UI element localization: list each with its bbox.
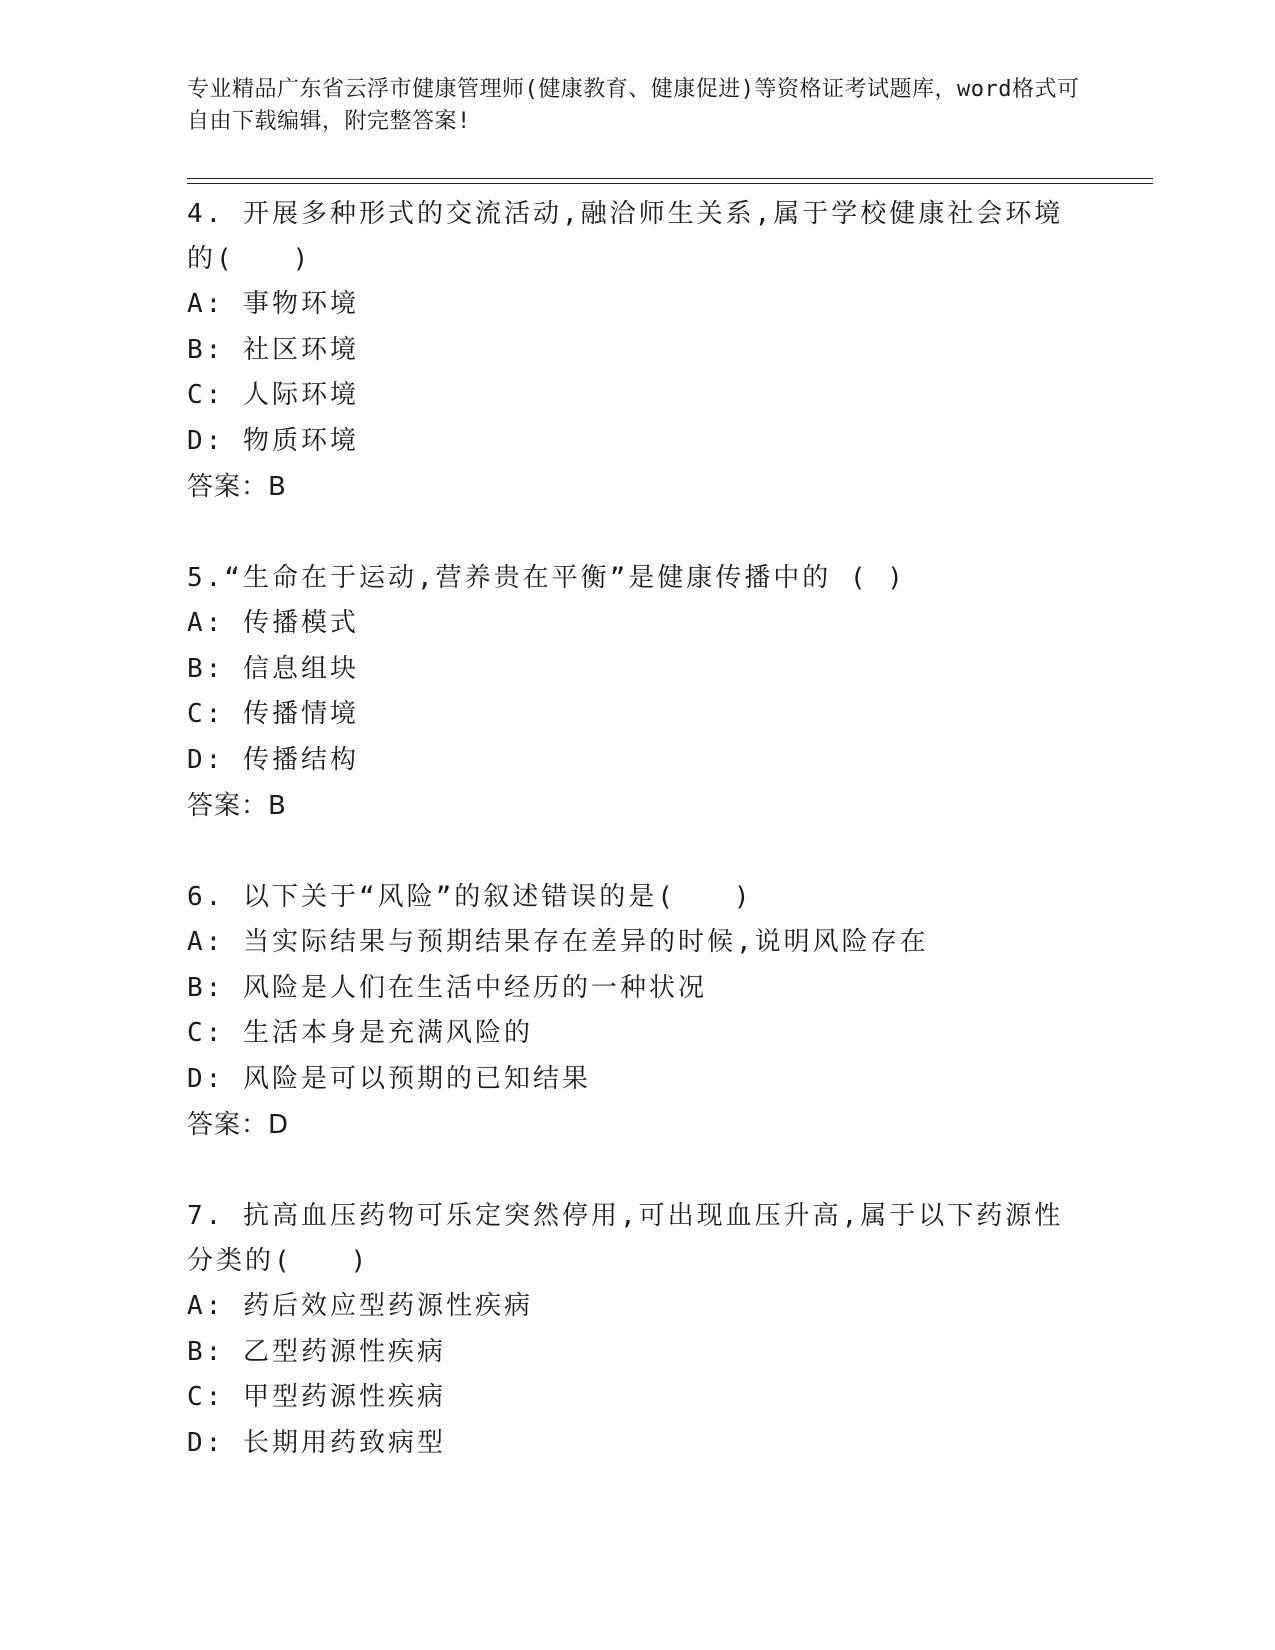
question-stem: 4. 开展多种形式的交流活动,融洽师生关系,属于学校健康社会环境的( ) [187,199,1064,274]
option-c: C: 甲型药源性疾病 [187,1382,446,1412]
document-header: 专业精品广东省云浮市健康管理师(健康教育、健康促进)等资格证考试题库，word格式可自由下载编辑，附完整答案! [187,77,1080,134]
option-b: B: 社区环境 [187,334,359,365]
option-c: C: 传播情境 [187,699,359,729]
answer: 答案：B [187,472,287,502]
question-7 [187,1194,1087,1466]
option-d: D: 风险是可以预期的已知结果 [187,1063,591,1094]
header-divider-bottom [187,183,1153,184]
option-b: B: 风险是人们在生活中经历的一种状况 [187,972,707,1003]
option-c: C: 人际环境 [187,380,359,410]
header-divider-top [187,178,1153,179]
question-stem: 6. 以下关于“风险”的叙述错误的是( ) [187,882,753,912]
option-b: B: 乙型药源性疾病 [187,1336,446,1367]
option-d: D: 物质环境 [187,425,359,456]
answer: 答案：D [187,1110,290,1140]
option-d: D: 长期用药致病型 [187,1427,446,1458]
option-b: B: 信息组块 [187,653,359,684]
answer: 答案：B [187,791,287,821]
question-6 [187,875,1087,1148]
question-stem: 5.“生命在于运动,营养贵在平衡”是健康传播中的 ( ) [187,563,906,593]
option-a: A: 传播模式 [187,608,359,638]
option-a: A: 药后效应型药源性疾病 [187,1291,533,1321]
option-c: C: 生活本身是充满风险的 [187,1018,533,1048]
question-4 [187,192,1087,510]
question-5 [187,556,1087,829]
option-a: A: 当实际结果与预期结果存在差异的时候,说明风险存在 [187,927,929,957]
question-list [187,192,1087,1512]
option-a: A: 事物环境 [187,289,359,319]
option-d: D: 传播结构 [187,744,359,775]
question-stem: 7. 抗高血压药物可乐定突然停用,可出现血压升高,属于以下药源性分类的( ) [187,1201,1064,1276]
